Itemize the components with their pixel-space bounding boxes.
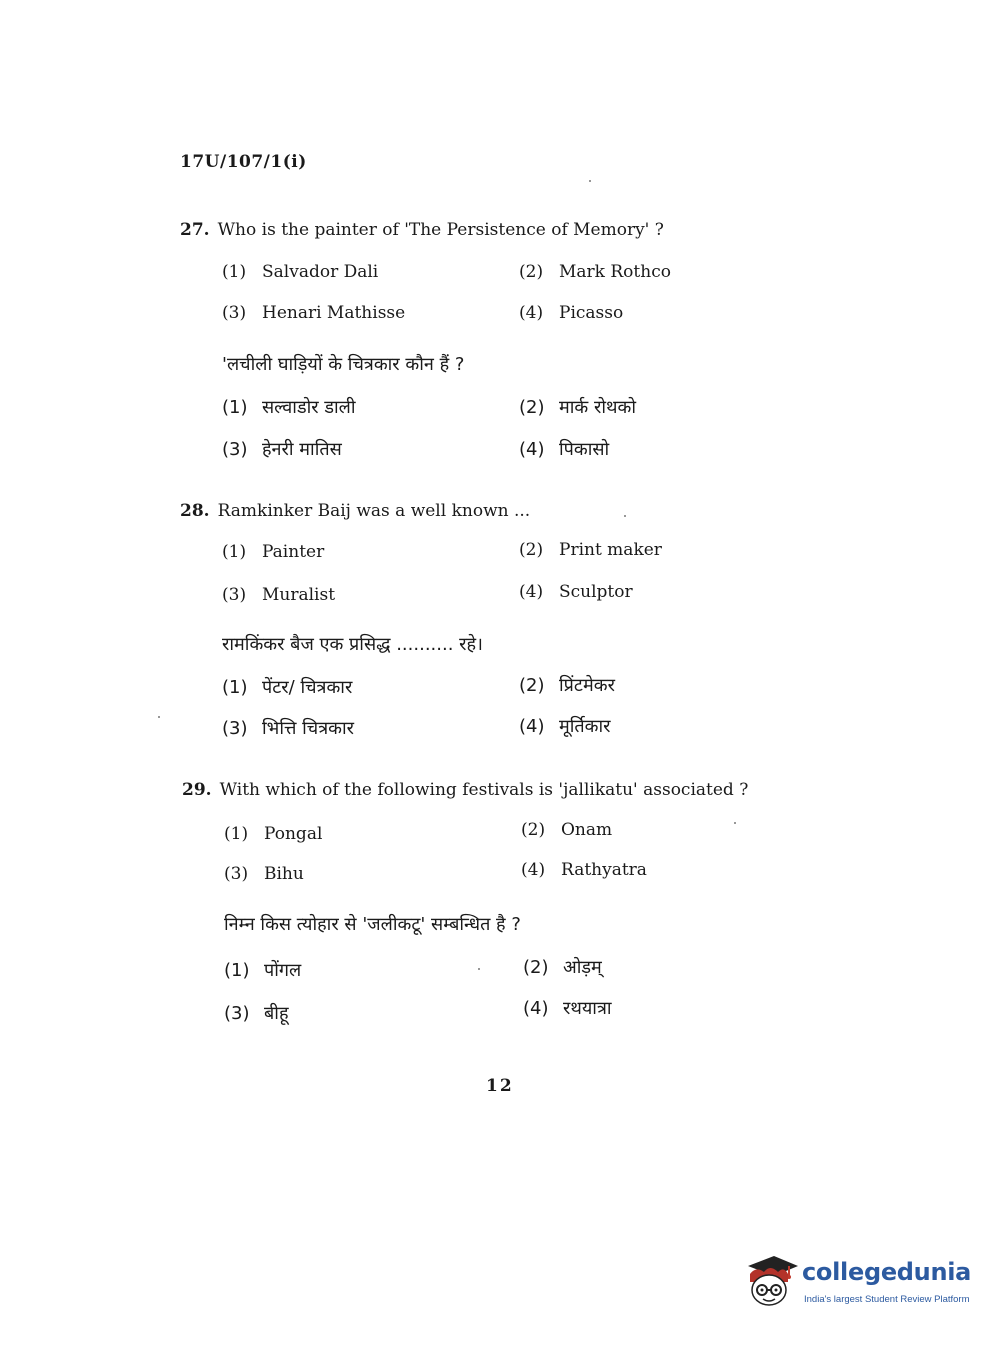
option-label: पिकासो	[559, 439, 610, 460]
option-label: सल्वाडोर डाली	[262, 397, 356, 418]
option-number: (2)	[519, 397, 545, 418]
option-label: Pongal	[264, 824, 323, 844]
option-2	[519, 540, 662, 560]
option-1	[224, 824, 322, 844]
question-number: 28.	[180, 501, 210, 521]
option-label: भित्ति चित्रकार	[262, 718, 355, 739]
question-english-text: With which of the following festivals is 'jallikatu' associated ?	[219, 780, 749, 800]
option-label: Muralist	[262, 585, 336, 605]
logo-tagline: India's largest Student Review Platform	[804, 1294, 970, 1305]
option-number: (2)	[519, 540, 544, 560]
question-text	[182, 780, 748, 800]
option-number: (1)	[222, 677, 248, 698]
hindi-option-3	[222, 716, 354, 740]
option-3	[222, 303, 405, 323]
question-english-text: Who is the painter of 'The Persistence of Memory' ?	[217, 220, 664, 240]
option-number: (1)	[222, 542, 247, 562]
option-1	[222, 262, 378, 282]
option-number: (3)	[222, 439, 248, 460]
option-label: ओड़म्	[563, 957, 602, 978]
option-label: Rathyatra	[561, 860, 647, 880]
option-4	[521, 860, 647, 880]
scan-speck	[734, 822, 736, 824]
logo-wordmark: collegedunia	[802, 1258, 972, 1286]
option-label: Salvador Dali	[262, 262, 379, 282]
option-number: (1)	[224, 960, 250, 981]
collegedunia-mascot-icon	[742, 1252, 800, 1310]
question-text	[180, 501, 530, 521]
option-label: रथयात्रा	[563, 998, 612, 1019]
question-text	[180, 220, 664, 240]
option-label: हेनरी मातिस	[262, 439, 342, 460]
option-label: प्रिंटमेकर	[559, 675, 615, 696]
option-label: मार्क रोथको	[559, 397, 636, 418]
hindi-option-4	[523, 996, 612, 1020]
question-number: 29.	[182, 780, 212, 800]
question-english-text: Ramkinker Baij was a well known ...	[217, 501, 531, 521]
scan-speck	[589, 180, 591, 182]
option-number: (4)	[519, 716, 545, 737]
option-number: (2)	[519, 675, 545, 696]
option-number: (3)	[222, 718, 248, 739]
question-hindi-text: रामकिंकर बैज एक प्रसिद्ध .......... रहे।	[222, 634, 483, 655]
option-4	[519, 582, 633, 602]
option-label: Sculptor	[559, 582, 633, 602]
question-hindi-text: निम्न किस त्योहार से 'जलीकटू' सम्बन्धित है ?	[224, 914, 521, 935]
option-number: (2)	[521, 820, 546, 840]
hindi-option-4	[519, 714, 611, 738]
option-number: (4)	[519, 303, 544, 323]
hindi-option-2	[523, 955, 602, 979]
option-4	[519, 303, 623, 323]
scan-speck	[158, 716, 160, 718]
option-label: Onam	[561, 820, 613, 840]
option-label: बीहू	[264, 1003, 289, 1024]
scan-speck	[624, 515, 626, 517]
option-label: Henari Mathisse	[262, 303, 406, 323]
option-label: पेंटर/ चित्रकार	[262, 677, 353, 698]
option-3	[224, 864, 304, 884]
option-2	[519, 262, 671, 282]
hindi-option-4	[519, 437, 609, 461]
hindi-option-2	[519, 673, 615, 697]
option-number: (4)	[521, 860, 546, 880]
option-label: मूर्तिकार	[559, 716, 611, 737]
scan-speck	[478, 968, 480, 970]
hindi-option-3	[222, 437, 342, 461]
option-number: (4)	[519, 582, 544, 602]
option-number: (2)	[523, 957, 549, 978]
hindi-option-3	[224, 1001, 289, 1025]
option-number: (1)	[222, 397, 248, 418]
option-1	[222, 542, 324, 562]
option-number: (3)	[222, 303, 247, 323]
option-2	[521, 820, 612, 840]
hindi-option-1	[222, 675, 352, 699]
option-label: Picasso	[559, 303, 624, 323]
question-number: 27.	[180, 220, 210, 240]
page-number: 12	[486, 1076, 514, 1096]
option-label: पोंगल	[264, 960, 302, 981]
page-code: 17U/107/1(i)	[180, 152, 307, 172]
option-number: (4)	[519, 439, 545, 460]
option-number: (3)	[224, 1003, 250, 1024]
hindi-option-1	[224, 958, 301, 982]
option-number: (4)	[523, 998, 549, 1019]
option-3	[222, 585, 335, 605]
option-number: (1)	[224, 824, 249, 844]
option-number: (2)	[519, 262, 544, 282]
option-number: (3)	[224, 864, 249, 884]
option-number: (1)	[222, 262, 247, 282]
hindi-option-2	[519, 395, 636, 419]
option-number: (3)	[222, 585, 247, 605]
hindi-option-1	[222, 395, 356, 419]
question-hindi-text: 'लचीली घाड़ियों के चित्रकार कौन हैं ?	[222, 354, 465, 375]
option-label: Mark Rothco	[559, 262, 671, 282]
collegedunia-logo	[742, 1252, 972, 1314]
option-label: Bihu	[264, 864, 304, 884]
option-label: Print maker	[559, 540, 662, 560]
option-label: Painter	[262, 542, 325, 562]
